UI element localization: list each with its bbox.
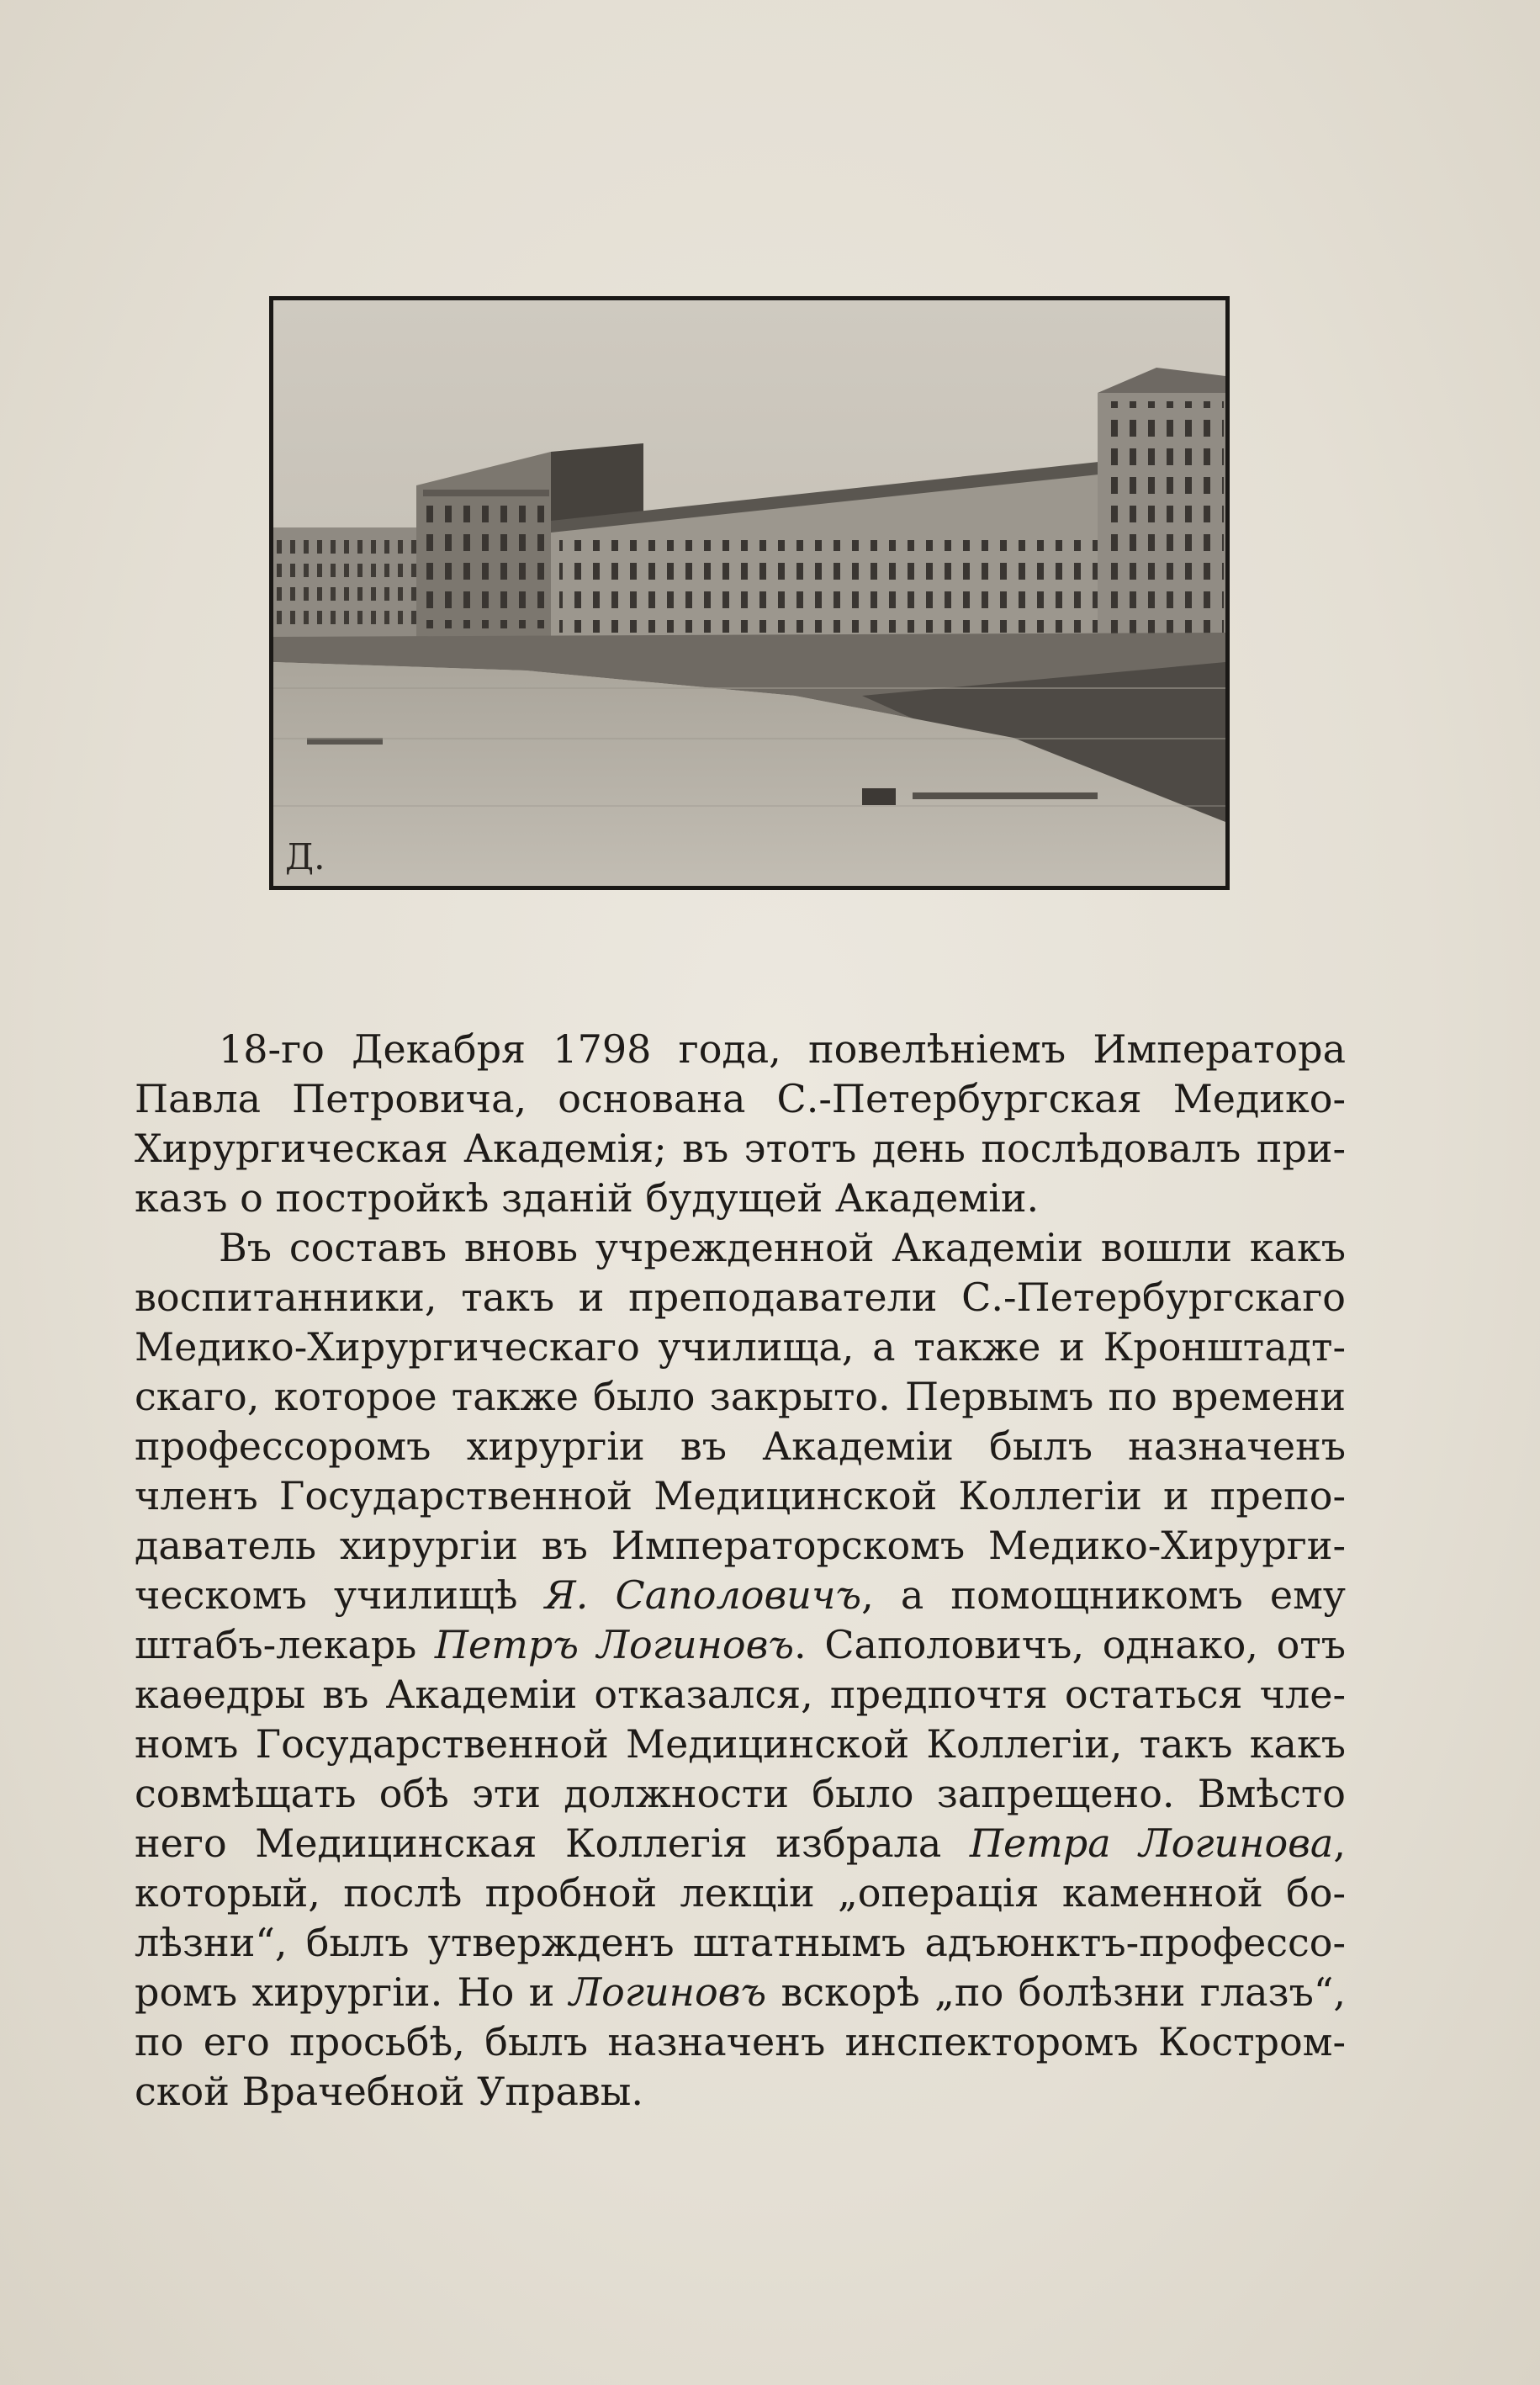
- text-segment: казъ о постройкѣ зданій будущей Академіи.: [135, 1175, 1040, 1221]
- text-line: [135, 1124, 1346, 1174]
- italic-name: Логиновъ: [569, 1969, 767, 2015]
- text-segment: ской Врачебной Управы.: [135, 2069, 644, 2114]
- text-line: [135, 1769, 1346, 1819]
- text-line: [135, 1720, 1346, 1769]
- italic-name: Петръ Логиновъ: [434, 1622, 795, 1667]
- text-segment: профессоромъ хирургіи въ Академіи былъ назначенъ: [135, 1423, 1346, 1469]
- illustration-monogram: Д.: [285, 836, 325, 877]
- text-line: [135, 1273, 1346, 1322]
- main-text: [135, 1025, 1346, 2117]
- text-segment: номъ Государственной Медицинской Коллегіи, такъ какъ: [135, 1721, 1346, 1767]
- text-segment: Хирургическая Академія; въ этотъ день послѣдовалъ при-: [135, 1126, 1346, 1171]
- text-line: [135, 1322, 1346, 1372]
- text-segment: по его просьбѣ, былъ назначенъ инспекторомъ Костром-: [135, 2019, 1346, 2064]
- text-segment: Медико-Хирургическаго училища, а также и Кронштадт-: [135, 1324, 1346, 1370]
- text-segment: . Саполовичъ, однако, отъ: [794, 1622, 1346, 1667]
- text-segment: Павла Петровича, основана С.-Петербургская Медико-: [135, 1076, 1346, 1121]
- text-segment: лѣзни“, былъ утвержденъ штатнымъ адъюнктъ-профессо-: [135, 1920, 1346, 1965]
- text-line: [135, 1422, 1346, 1471]
- italic-name: Петра Логинова: [969, 1821, 1334, 1866]
- text-line: [135, 1571, 1346, 1620]
- text-segment: 18-го Декабря 1798 года, повелѣніемъ Императора: [219, 1026, 1346, 1072]
- text-segment: скаго, которое также было закрыто. Первымъ по времени: [135, 1374, 1346, 1419]
- illustration-frame: [269, 296, 1230, 890]
- text-line: [135, 1174, 1346, 1223]
- text-line: [135, 1521, 1346, 1571]
- text-segment: штабъ-лекарь: [135, 1622, 435, 1667]
- text-line: [135, 2017, 1346, 2067]
- text-segment: совмѣщать обѣ эти должности было запрещено. Вмѣсто: [135, 1771, 1346, 1816]
- text-segment: воспитанники, такъ и преподаватели С.-Петербургскаго: [135, 1275, 1346, 1320]
- text-segment: него Медицинская Коллегія избрала: [135, 1821, 970, 1866]
- text-segment: , а помощникомъ ему: [861, 1572, 1347, 1618]
- text-segment: членъ Государственной Медицинской Коллегіи и препо-: [135, 1473, 1346, 1518]
- text-line: [135, 1372, 1346, 1422]
- text-line: [135, 1223, 1346, 1273]
- text-segment: даватель хирургіи въ Императорскомъ Медико-Хирурги-: [135, 1523, 1346, 1568]
- text-segment: ческомъ училищѣ: [135, 1572, 545, 1618]
- text-line: [135, 1819, 1346, 1868]
- text-segment: вскорѣ „по болѣзни глазъ“,: [766, 1969, 1346, 2015]
- text-line: [135, 1670, 1346, 1720]
- text-line: [135, 1868, 1346, 1918]
- text-line: [135, 1968, 1346, 2017]
- italic-name: Я. Саполовичъ: [544, 1572, 862, 1618]
- text-segment: ,: [1333, 1821, 1346, 1866]
- text-segment: Въ составъ вновь учрежденной Академіи вошли какъ: [219, 1225, 1346, 1270]
- text-line: [135, 1620, 1346, 1670]
- text-line: [135, 1918, 1346, 1968]
- text-line: [135, 1025, 1346, 1074]
- academy-building-icon: [273, 300, 1225, 886]
- text-segment: ромъ хирургіи. Но и: [135, 1969, 569, 2015]
- paragraph: [135, 1025, 1346, 1223]
- text-line: [135, 1074, 1346, 1124]
- paragraph: [135, 1223, 1346, 2117]
- text-segment: каѳедры въ Академіи отказался, предпочтя остаться чле-: [135, 1672, 1346, 1717]
- text-line: [135, 2067, 1346, 2117]
- text-line: [135, 1471, 1346, 1521]
- text-segment: который, послѣ пробной лекціи „операція каменной бо-: [135, 1870, 1346, 1916]
